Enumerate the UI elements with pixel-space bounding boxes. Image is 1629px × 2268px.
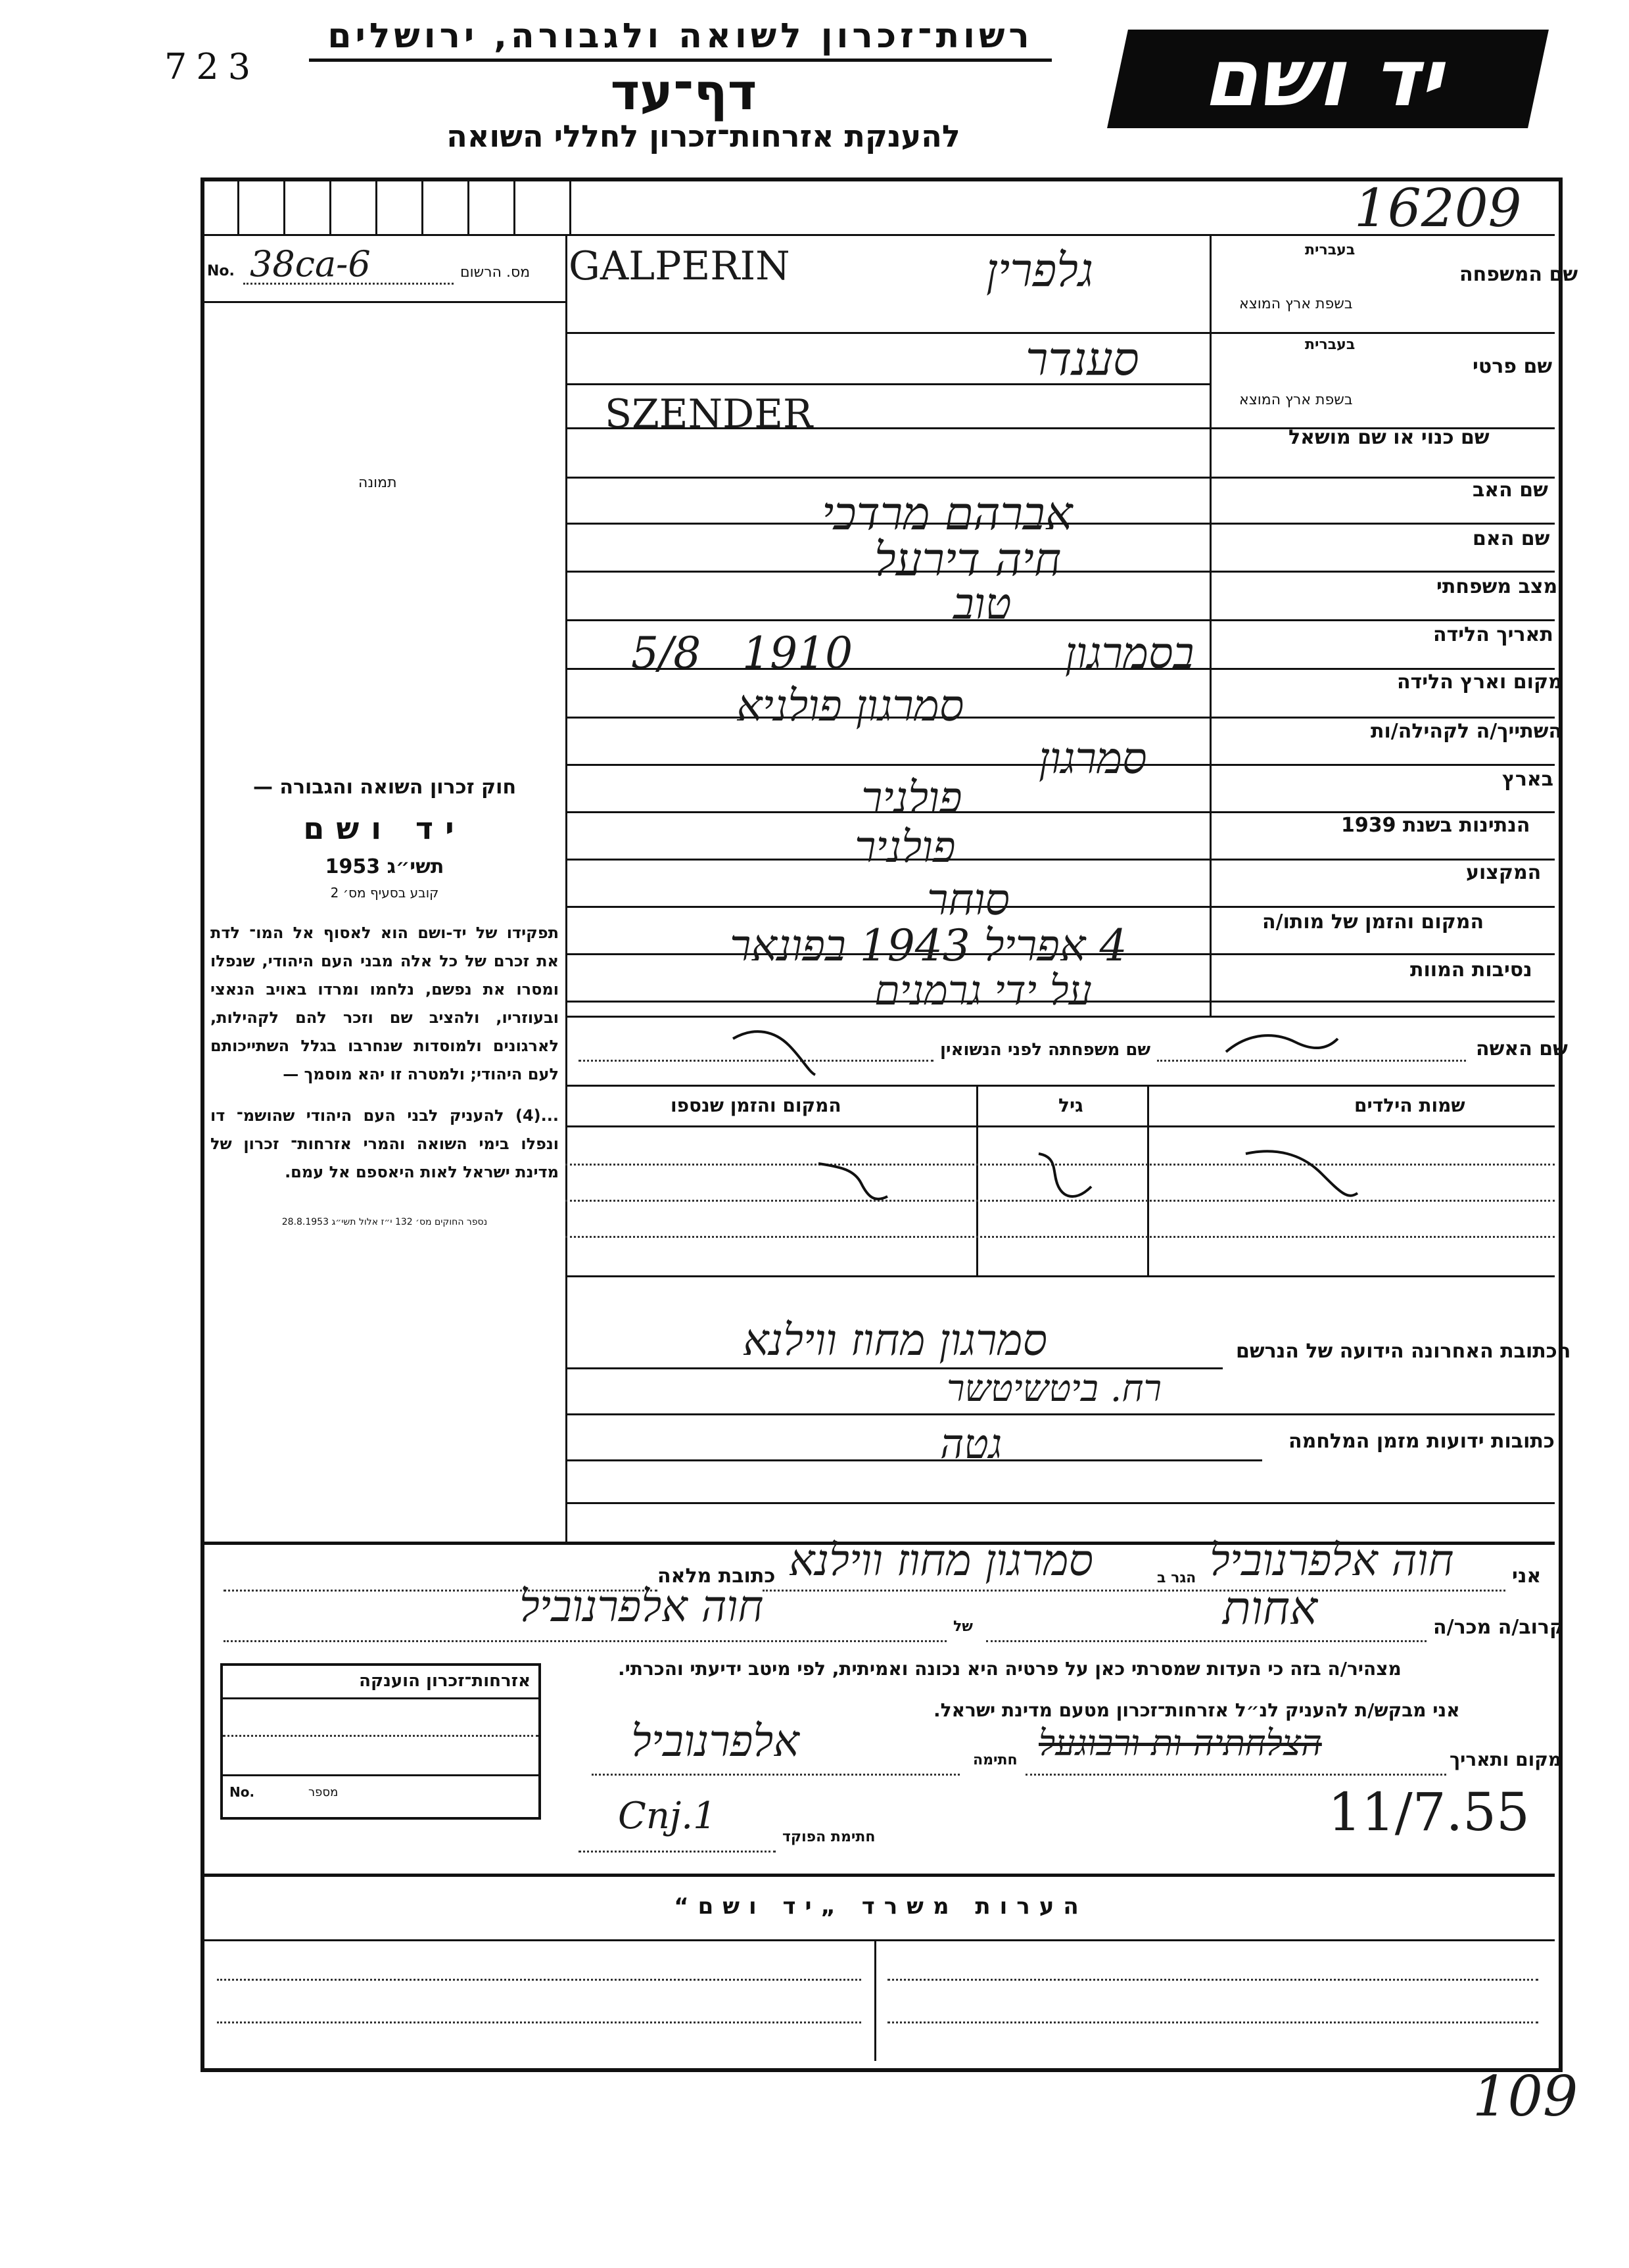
death-place-time-value: סוחר (927, 874, 1010, 925)
citizenship-no-label: No. (229, 1784, 255, 1800)
wife-maiden-name-label: שם משפחתה לפני הנשואין (940, 1040, 1151, 1060)
law-footnote: נספר החוקים מס׳ 132 י״ז אלול תשי״ג 28.8.1953 (281, 1217, 488, 1227)
first-name-hebrew-value: סענדר (1026, 332, 1139, 386)
community-label: השתייך/ה לקהילה/ות (1371, 720, 1563, 743)
citizenship-granted-box (220, 1663, 541, 1820)
wife-maiden-strike-mark (730, 1026, 822, 1078)
record-number: 16209 (1354, 177, 1522, 239)
declarant-i-label: אני (1512, 1565, 1542, 1588)
remarks-title: הערות משרד „יד ושם“ (674, 1893, 1088, 1920)
registry-no-prefix: No. (207, 263, 235, 279)
children-death-header: המקום והזמן שנספו (671, 1095, 841, 1116)
death-circumstances-label: נסיבות המוות (1410, 958, 1532, 981)
citizenship-number-label: מספר (308, 1785, 339, 1799)
photo-label: תמונה (358, 475, 397, 491)
marital-status-label: מצב משפחתי (1436, 575, 1558, 598)
children-age-strike-mark (1032, 1147, 1098, 1206)
declarant-resides-label: הגר ב (1157, 1570, 1196, 1586)
profession-label: המקצוע (1466, 861, 1542, 884)
of-value: חוה אלפרנוביל (519, 1581, 764, 1632)
request-text: אני מבקש/ת להעניק לנ״ל אזרחות־זכרון מטעם מדינת ישראל. (933, 1699, 1460, 1721)
citizenship-granted-title: אזרחות־זכרון הוענקה (359, 1671, 531, 1691)
declarant-full-address-label: כתובת מלאה (657, 1565, 776, 1588)
place-date-value: הצלחתיה ות ורבוגעל (1039, 1722, 1322, 1764)
registry-label: מס. הרשום (460, 264, 531, 281)
stamp-number: 723 (164, 46, 260, 87)
wife-name-label: שם האשה (1476, 1037, 1568, 1060)
law-section: קובע בסעיף מס׳ 2 (330, 885, 439, 901)
death-circumstances-value: 4 אפריל 1943 בפונאר (730, 920, 1127, 971)
father-label: שם האב (1473, 479, 1548, 502)
relation-value: אחות (1223, 1581, 1318, 1635)
family-name-label: שם המשפחה (1459, 263, 1578, 286)
signature-value: אלפרנוביל (631, 1716, 799, 1766)
wife-name-strike-mark (1223, 1026, 1341, 1065)
signature-label: חתימה (973, 1752, 1018, 1768)
yad-vashem-logo: יד ושם (1107, 30, 1549, 128)
death-place-time-label: המקום והזמן של מותו/ה (1262, 910, 1484, 933)
family-name-hebrew-label: בעברית (1305, 242, 1356, 258)
citizenship-1939-value: פולניר (861, 772, 962, 823)
mother-value: חיה דירעל (874, 532, 1062, 586)
birth-place-value: בסמרגון (1065, 628, 1194, 678)
institution-name: רשות־זכרון לשואה ולגבורה, ירושלים (309, 16, 1052, 62)
of-label: של (953, 1618, 973, 1635)
children-name-strike-mark (1242, 1147, 1361, 1206)
marital-status-value: טוב (953, 579, 1012, 629)
top-cells-row (204, 181, 573, 234)
form-subtitle: להענקת אזרחות־זכרון לחללי השואה (446, 118, 960, 154)
first-name-native-value: SZENDER (605, 391, 813, 437)
place-date-label: מקום ותאריך (1450, 1749, 1562, 1770)
declaration-text: מצהיר/ה בזה כי העדות שמסרתי כאן על פרטיה היא נכונה ואמיתית, לפי מיטב ידיעתי והכרתי. (618, 1658, 1402, 1680)
last-address-label: הכתובת האחרונה הידועה של הנרשם (1236, 1340, 1571, 1363)
birth-date-label: תאריך הלידה (1433, 623, 1553, 646)
family-name-hebrew-value: גלפרין (986, 243, 1094, 297)
first-name-native-label: בשפת ארץ המוצא (1239, 392, 1353, 408)
children-names-header: שמות הילדים (1354, 1095, 1465, 1116)
last-address-value-2: רח. ביטשיטשר (947, 1367, 1162, 1410)
declarant-resides-value: סמרגון מחוז ווילנא (789, 1535, 1094, 1586)
registry-number-value: 38ca-6 (250, 243, 371, 285)
mother-label: שם האם (1473, 527, 1550, 550)
father-value: אברהם מרדכי (822, 486, 1073, 540)
first-name-hebrew-label: בעברית (1305, 337, 1356, 353)
first-name-label: שם פרטי (1473, 355, 1553, 378)
law-title: חוק זכרון השואה והגבורה — (252, 776, 517, 799)
citizenship-1939-label: הנתינות בשנת 1939 (1341, 814, 1530, 837)
country-value: סמרגון (1039, 733, 1147, 784)
family-name-native-value: GALPERIN (569, 243, 790, 289)
war-address-label: כתובות ידועות מזמן המלחמה (1288, 1430, 1555, 1453)
children-death-strike-mark (815, 1157, 894, 1210)
law-text-block (210, 776, 559, 1227)
birth-date-value: 5/8 1910 (631, 628, 853, 678)
war-address-value: גטה (940, 1420, 1003, 1468)
officer-signature-label: חתימת הפוקד (782, 1829, 876, 1845)
family-name-native-label: בשפת ארץ המוצא (1239, 296, 1353, 312)
relation-label: קרוב/ה מכר/ה (1433, 1616, 1565, 1639)
community-value: סמרגון פולניא (736, 680, 964, 731)
law-name: יד ושם (303, 811, 466, 846)
declaration-date-value: 11/7.55 (1328, 1782, 1530, 1843)
last-address-value: סמרגון מחוז ווילנא (743, 1315, 1048, 1365)
birth-place-label: מקום וארץ הלידה (1397, 671, 1563, 694)
law-paragraph-1: תפקידו של יד-ושם הוא לאסוף אל המו־ לדת את זכרם של כל אלה מבני העם היהודי, שנפלו ומסרו את נפשם, נלחמו ומרדו באויב הנאצי ובעוזריו, ולהציב שם וזכר להם לקהילות, לארגונים ולמוסדות שנחרבו בגלל השתייכותם לעם היהודי; ולמטרה זו יהא מוסמך — (210, 924, 559, 1083)
nickname-label: שם כנוי או שם מושאל (1288, 426, 1490, 449)
profession-value: פולניר (855, 822, 956, 872)
declarant-name-value: חוה אלפרנוביל (1210, 1535, 1454, 1586)
law-paragraph-2: ...(4) להעניק לבני העם היהודי שהושמ־ דו ונפלו בימי השואה והמרי אזרחות־ זכרון של מדינת ישראל לאות היאספם אל עמם. (210, 1106, 559, 1181)
page-number: 109 (1473, 2064, 1578, 2129)
officer-signature-mark: Cnj.1 (618, 1795, 717, 1837)
law-year: תשי״ג 1953 (325, 855, 444, 878)
children-age-header: גיל (1058, 1095, 1083, 1116)
death-extra-line: על ידי גרמנים (874, 966, 1092, 1014)
country-label: בארץ (1502, 768, 1554, 791)
form-title: דף־עד (610, 62, 757, 121)
